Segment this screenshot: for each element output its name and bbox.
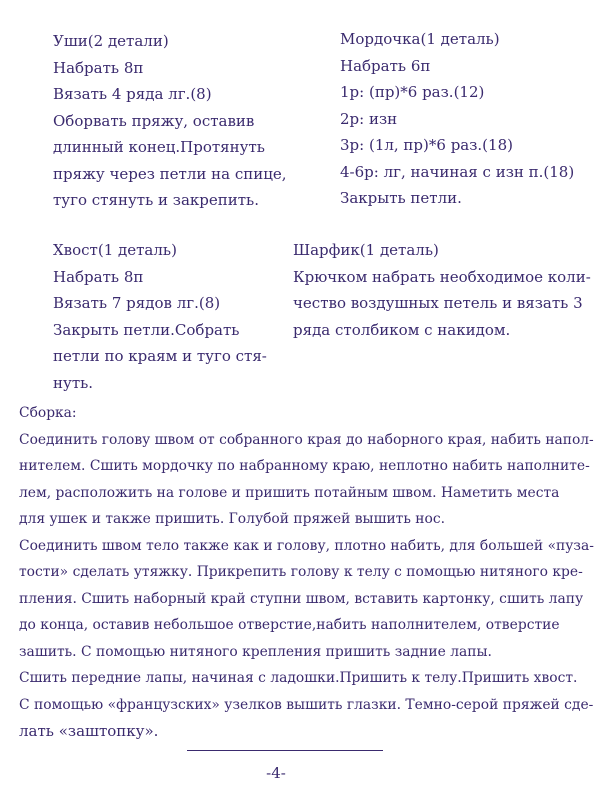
assembly-section [19, 400, 594, 745]
assembly-line: Соединить голову швом от собранного края до наборного края, набить напол- [19, 431, 594, 448]
muzzle-line: 4-6р: лг, начиная с изн п.(18) [340, 162, 575, 181]
muzzle-line: Набрать 6п [340, 56, 431, 75]
footer-divider [187, 750, 383, 751]
muzzle-title: Мордочка(1 деталь) [340, 30, 500, 48]
ears-line: Набрать 8п [53, 58, 144, 77]
muzzle-line: 1р: (пр)*6 раз.(12) [340, 83, 485, 101]
muzzle-line: 2р: изн [340, 109, 398, 128]
assembly-title: Сборка: [19, 405, 77, 421]
ears-line: туго стянуть и закрепить. [53, 191, 259, 209]
ears-section [53, 28, 287, 214]
tail-title: Хвост(1 деталь) [53, 241, 177, 259]
tail-line: петли по краям и туго стя- [53, 347, 267, 365]
scarf-line: чество воздушных петель и вязать 3 [293, 294, 583, 312]
tail-line: нуть. [53, 373, 94, 392]
ears-line: длинный конец.Протянуть [53, 138, 265, 156]
page-number: -4- [266, 764, 286, 782]
scarf-section [293, 237, 591, 343]
assembly-line: пления. Сшить наборный край ступни швом, вставить картонку, сшить лапу [19, 590, 584, 607]
scarf-line: Крючком набрать необходимое коли- [293, 267, 591, 286]
assembly-line: тости» сделать утяжку. Прикрепить голову к телу с помощью нитяного кре- [19, 564, 583, 580]
assembly-line: Сшить передние лапы, начиная с ладошки.Пришить к телу.Пришить хвост. [19, 670, 578, 686]
assembly-line: лать «заштопку». [19, 722, 159, 740]
ears-title: Уши(2 детали) [53, 32, 169, 50]
ears-line: Вязать 4 ряда лг.(8) [53, 85, 212, 103]
assembly-line: для ушек и также пришить. Голубой пряжей вышить нос. [19, 511, 445, 527]
tail-line: Набрать 8п [53, 267, 144, 286]
muzzle-section [340, 26, 574, 212]
assembly-line: нителем. Сшить мордочку по набранному краю, неплотно набить наполните- [19, 458, 590, 474]
assembly-line: С помощью «французских» узелков вышить глазки. Темно-серой пряжей сде- [19, 696, 594, 713]
tail-section [53, 237, 267, 396]
muzzle-line: Закрыть петли. [340, 189, 462, 207]
assembly-line: лем, расположить на голове и пришить потайным швом. Наметить места [19, 484, 560, 501]
tail-line: Вязать 7 рядов лг.(8) [53, 294, 221, 312]
assembly-line: зашить. С помощью нитяного крепления пришить задние лапы. [19, 643, 492, 660]
muzzle-line: 3р: (1л, пр)*6 раз.(18) [340, 136, 513, 154]
ears-line: пряжу через петли на спице, [53, 164, 287, 183]
ears-line: Оборвать пряжу, оставив [53, 111, 255, 130]
scarf-title: Шарфик(1 деталь) [293, 241, 439, 259]
scarf-line: ряда столбиком с накидом. [293, 320, 511, 339]
assembly-line: до конца, оставив небольшое отверстие,набить наполнителем, отверстие [19, 617, 560, 633]
tail-line: Закрыть петли.Собрать [53, 320, 240, 339]
assembly-line: Соединить швом тело также как и голову, плотно набить, для большей «пуза- [19, 537, 594, 554]
